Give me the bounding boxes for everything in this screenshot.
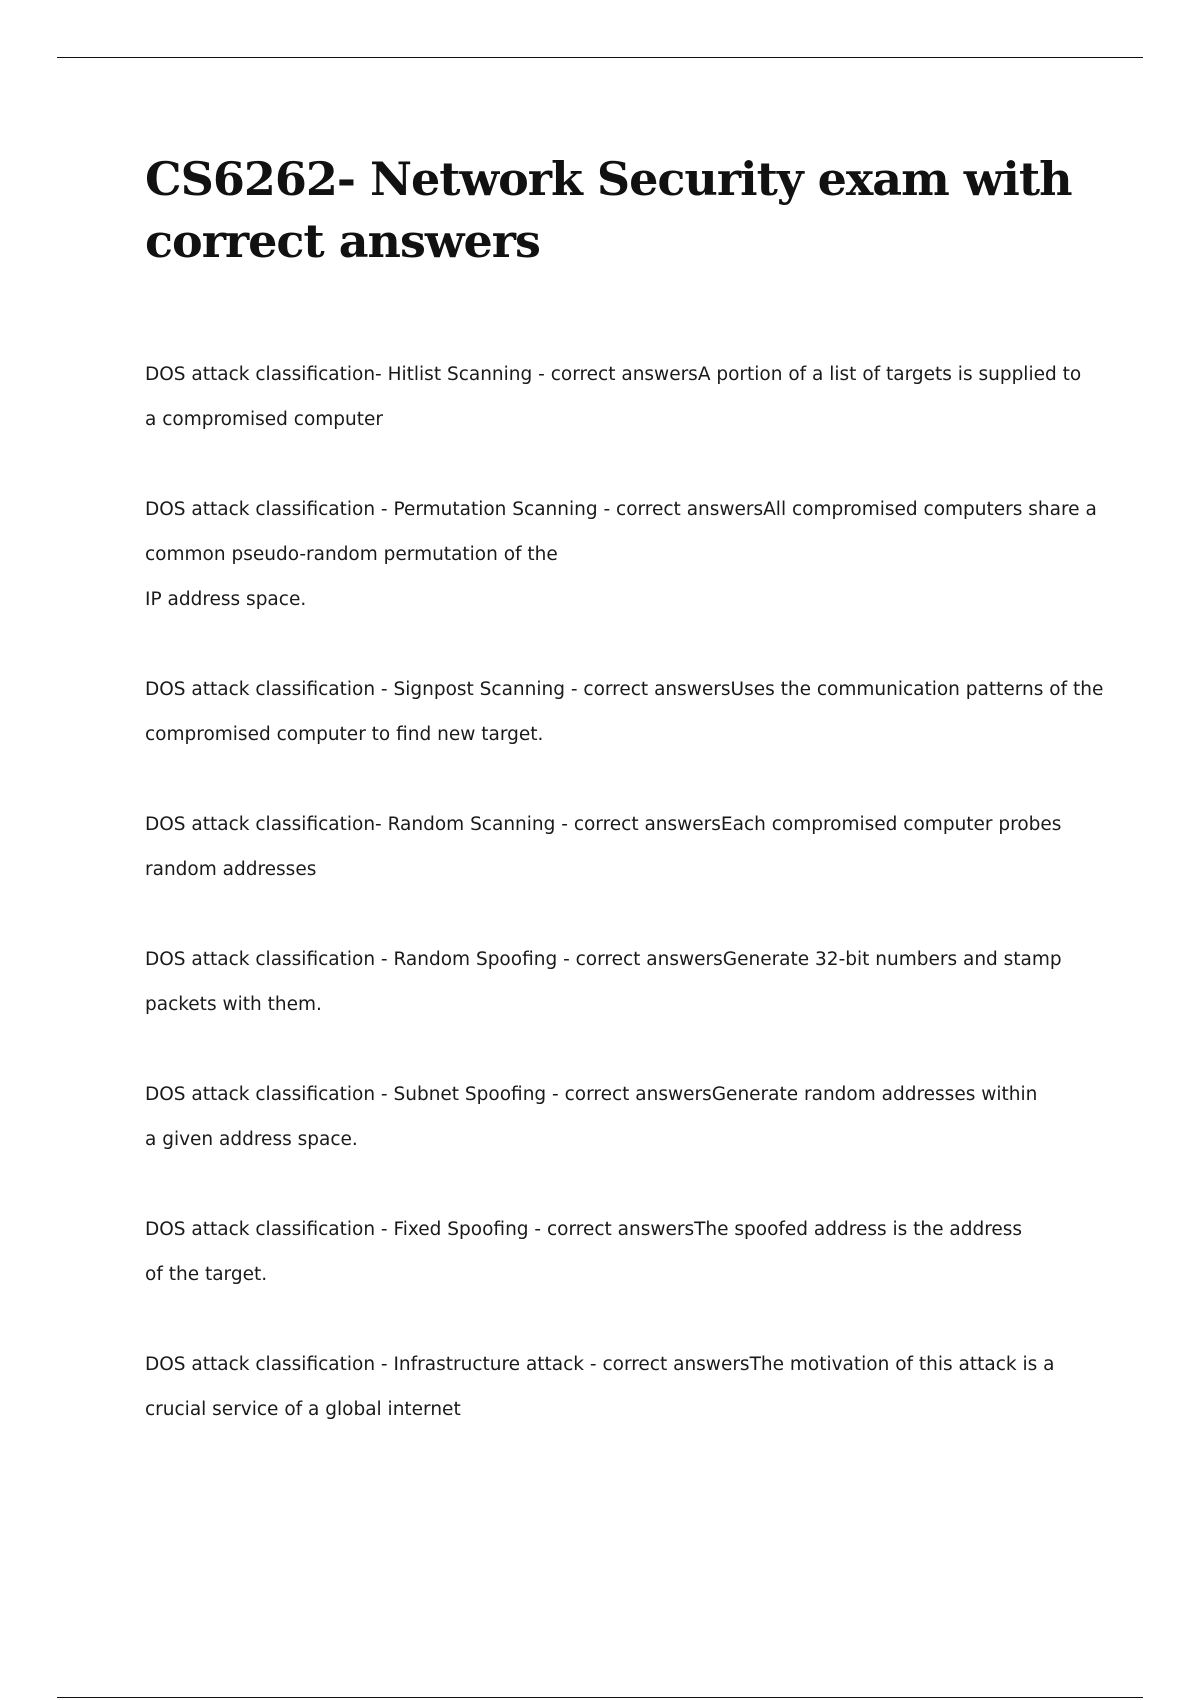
qa-line: crucial service of a global internet [145, 1399, 461, 1420]
document-title [145, 148, 1095, 272]
qa-line: DOS attack classification- Hitlist Scanning - correct answersA portion of a list of targets is supplied to [145, 364, 1082, 385]
qa-line: DOS attack classification - Fixed Spoofing - correct answersThe spoofed address is the address [145, 1219, 1023, 1240]
qa-line: packets with them. [145, 994, 322, 1015]
qa-line: IP address space. [145, 589, 307, 610]
qa-list [145, 352, 1104, 1477]
qa-line: a compromised computer [145, 409, 384, 430]
qa-item-signpost-scanning [145, 667, 1104, 757]
qa-line: common pseudo-random permutation of the [145, 544, 558, 565]
qa-item-subnet-spoofing [145, 1072, 1095, 1162]
qa-line: DOS attack classification - Permutation Scanning - correct answersAll compromised computers share a [145, 499, 1097, 520]
qa-item-hitlist-scanning [145, 352, 1095, 442]
qa-item-random-spoofing [145, 937, 1095, 1027]
qa-line: random addresses [145, 859, 317, 880]
title-line-2: correct answers [145, 214, 540, 268]
qa-line: compromised computer to find new target. [145, 724, 544, 745]
qa-line: DOS attack classification - Random Spoofing - correct answersGenerate 32-bit numbers and stamp [145, 949, 1062, 970]
qa-line: of the target. [145, 1264, 268, 1285]
qa-line: DOS attack classification - Signpost Scanning - correct answersUses the communication patterns of the [145, 679, 1104, 700]
top-rule [57, 57, 1143, 58]
title-line-1: CS6262- Network Security exam with [145, 152, 1072, 206]
qa-item-permutation-scanning [145, 487, 1095, 622]
qa-line: DOS attack classification- Random Scanning - correct answersEach compromised computer probes [145, 814, 1062, 835]
qa-line: a given address space. [145, 1129, 358, 1150]
qa-item-fixed-spoofing [145, 1207, 1095, 1297]
qa-item-random-scanning [145, 802, 1095, 892]
bottom-rule [57, 1697, 1143, 1698]
qa-item-infrastructure-attack [145, 1342, 1095, 1432]
qa-line: DOS attack classification - Infrastructure attack - correct answersThe motivation of this attack is a [145, 1354, 1055, 1375]
qa-line: DOS attack classification - Subnet Spoofing - correct answersGenerate random addresses within [145, 1084, 1038, 1105]
